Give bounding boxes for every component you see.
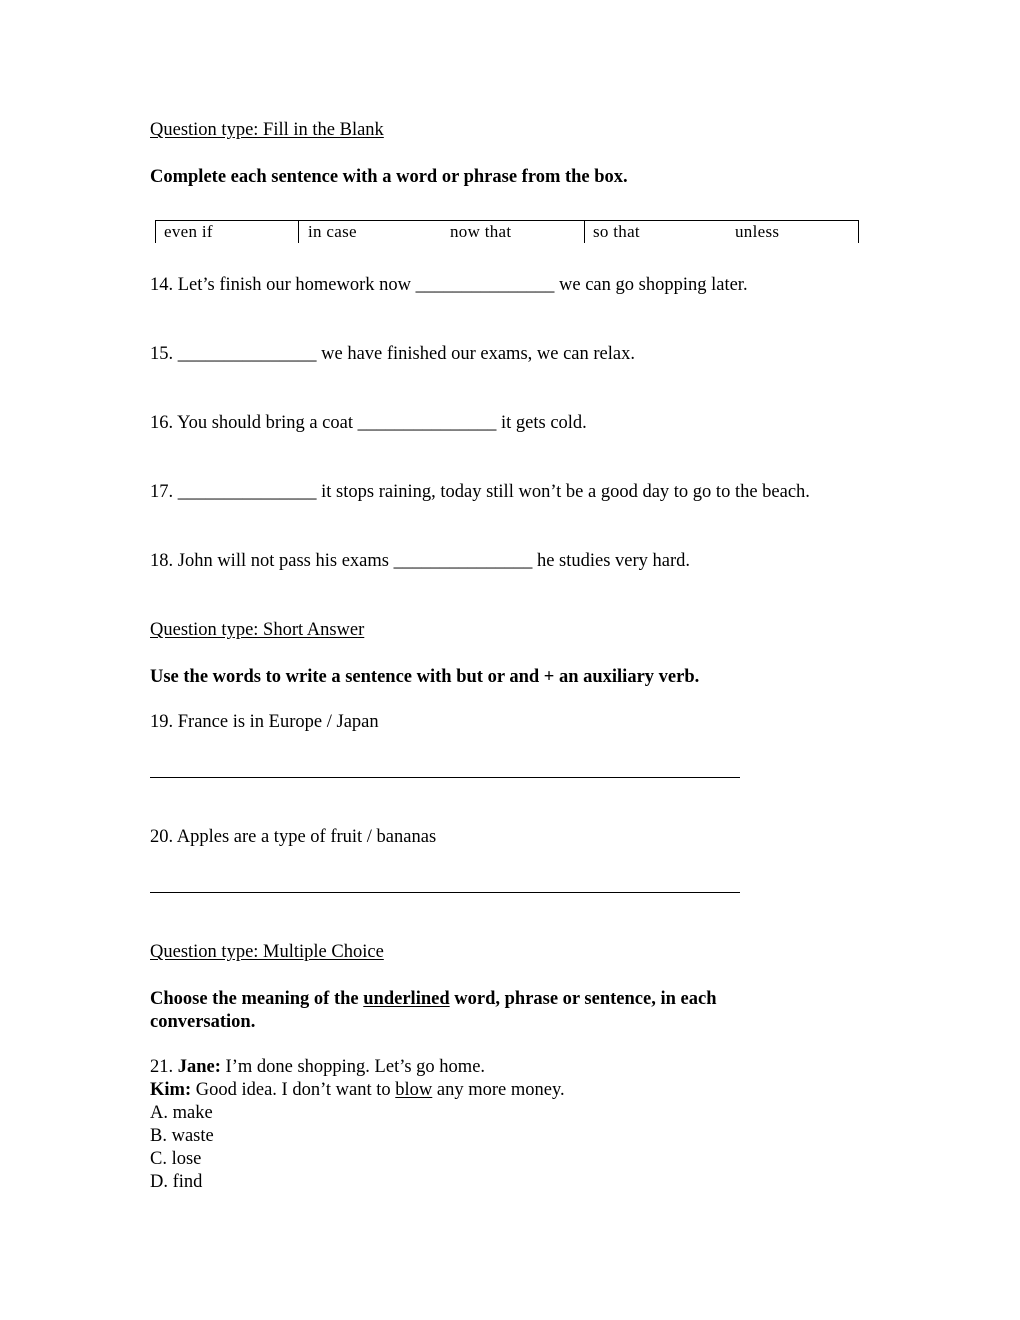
- word-box-item: unless: [735, 222, 780, 241]
- answer-line-19[interactable]: [150, 777, 740, 778]
- question-19: 19. France is in Europe / Japan: [150, 712, 379, 732]
- word-box: [155, 220, 859, 243]
- section-instruction-multiple-choice: [150, 989, 716, 1010]
- question-20: 20. Apples are a type of fruit / bananas: [150, 827, 437, 847]
- option-a[interactable]: A. make: [150, 1103, 213, 1123]
- answer-line-20[interactable]: [150, 892, 740, 893]
- word-box-item: now that: [450, 222, 512, 241]
- question-21-line2: [150, 1080, 565, 1101]
- dialogue-text: any more money.: [432, 1080, 565, 1100]
- question-21-line1: [150, 1057, 485, 1078]
- word-box-item: so that: [593, 222, 640, 241]
- word-box-divider: [298, 221, 299, 243]
- instruction-text: Choose the meaning of the: [150, 989, 364, 1009]
- speaker-name: Kim:: [150, 1080, 192, 1100]
- section-heading-short-answer: Question type: Short Answer: [150, 620, 365, 640]
- section-instruction-multiple-choice-line2: conversation.: [150, 1012, 256, 1032]
- section-instruction-short-answer: Use the words to write a sentence with but or and + an auxiliary verb.: [150, 667, 700, 687]
- speaker-name: Jane:: [177, 1057, 221, 1077]
- word-box-item: in case: [308, 222, 357, 241]
- question-16: 16. You should bring a coat _______________ it gets cold.: [150, 413, 587, 433]
- question-15: 15. _______________ we have finished our exams, we can relax.: [150, 344, 635, 364]
- instruction-text: word, phrase or sentence, in each: [449, 989, 717, 1009]
- dialogue-underlined-word: blow: [395, 1080, 433, 1100]
- question-17: 17. _______________ it stops raining, today still won’t be a good day to go to the beach.: [150, 482, 810, 502]
- question-number: 21.: [150, 1057, 178, 1077]
- option-c[interactable]: C. lose: [150, 1149, 202, 1169]
- section-instruction-fill-in-blank: Complete each sentence with a word or phrase from the box.: [150, 167, 628, 187]
- option-d[interactable]: D. find: [150, 1172, 203, 1192]
- section-heading-fill-in-blank: Question type: Fill in the Blank: [150, 120, 384, 140]
- section-heading-multiple-choice: Question type: Multiple Choice: [150, 942, 384, 962]
- dialogue-text: Good idea. I don’t want to: [191, 1080, 396, 1100]
- instruction-underlined-word: underlined: [363, 989, 450, 1009]
- option-b[interactable]: B. waste: [150, 1126, 214, 1146]
- word-box-item: even if: [164, 222, 213, 241]
- dialogue-text: I’m done shopping. Let’s go home.: [220, 1057, 486, 1077]
- question-14: 14. Let’s finish our homework now _______________ we can go shopping later.: [150, 275, 748, 295]
- question-18: 18. John will not pass his exams _______________ he studies very hard.: [150, 551, 691, 571]
- word-box-divider: [584, 221, 585, 243]
